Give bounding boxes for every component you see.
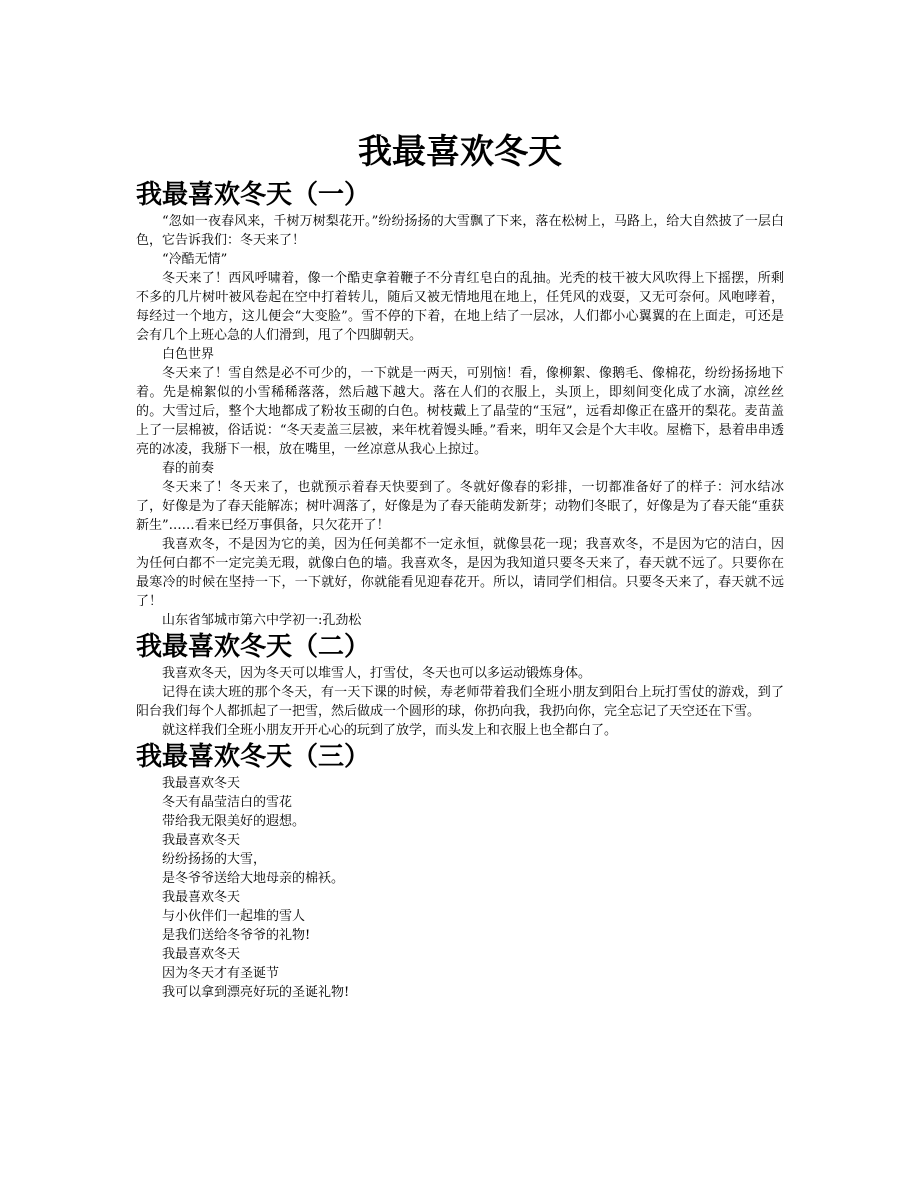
document-page: [136, 128, 784, 1002]
section-2-heading: 我最喜欢冬天（二）: [136, 632, 371, 662]
paragraph: 我喜欢冬天，因为冬天可以堆雪人，打雪仗，冬天也可以多运动锻炼身体。: [162, 666, 592, 681]
subheading: 白色世界: [162, 347, 215, 362]
poem-line: 因为冬天才有圣诞节: [162, 966, 280, 981]
paragraph: “忽如一夜春风来，千树万树梨花开。”纷纷扬扬的大雪飘了下来，落在松树上，马路上，给大自然披了一层白色，它告诉我们：冬天来了！: [136, 214, 784, 248]
paragraph: 我喜欢冬，不是因为它的美，因为任何美都不一定永恒，就像昙花一现；我喜欢冬，不是因为它的洁白，因为任何白都不一定完美无瑕，就像白色的墙。我喜欢冬，是因为我知道只要冬天来了，春天就不远了。只要你在最寒冷的时候在坚持一下，一下就好，你就能看见迎春花开。所以，请同学们相信。只要冬天来了，春天就不远了！: [136, 537, 784, 609]
subheading: “冷酷无情”: [162, 252, 228, 267]
section-1-heading: 我最喜欢冬天（一）: [136, 180, 371, 210]
poem-line: 我可以拿到漂亮好玩的圣诞礼物!: [162, 985, 350, 1000]
poem-line: 纷纷扬扬的大雪，: [162, 852, 267, 867]
paragraph: 就这样我们全班小朋友开开心心的玩到了放学，而头发上和衣服上也全都白了。: [162, 723, 618, 738]
poem-line: 冬天有晶莹洁白的雪花: [162, 795, 293, 810]
poem-line: 是我们送给冬爷爷的礼物!: [162, 928, 311, 943]
subheading: 春的前奏: [162, 461, 215, 476]
page-title: 我最喜欢冬天: [358, 132, 562, 172]
poem-line: 我最喜欢冬天: [162, 776, 241, 791]
poem-line: 是冬爷爷送给大地母亲的棉袄。: [162, 871, 345, 886]
paragraph: 冬天来了！冬天来了，也就预示着春天快要到了。冬就好像春的彩排，一切都准备好了的样子：河水结冰了，好像是为了春天能解冻；树叶凋落了，好像是为了春天能萌发新芽；动物们冬眠了，好像是为了春天能“重获新生”……看来已经万事俱备，只欠花开了！: [136, 480, 784, 533]
section-3-heading: 我最喜欢冬天（三）: [136, 742, 371, 772]
poem-line: 与小伙伴们一起堆的雪人: [162, 909, 306, 924]
poem-line: 我最喜欢冬天: [162, 947, 241, 962]
author-line: 山东省邹城市第六中学初一:孔劲松: [162, 613, 362, 628]
poem-line: 我最喜欢冬天: [162, 890, 241, 905]
paragraph: 冬天来了！西风呼啸着，像一个酷吏拿着鞭子不分青红皂白的乱抽。光秃的枝干被大风吹得上下摇摆，所剩不多的几片树叶被风卷起在空中打着转儿，随后又被无情地甩在地上，任凭风的戏耍，又无可奈何。风咆哮着，每经过一个地方，这儿便会“大变脸”。雪不停的下着，在地上结了一层冰，人们都小心翼翼的在上面走，可还是会有几个上班心急的人们滑到，甩了个四脚朝天。: [136, 271, 784, 343]
paragraph: 冬天来了！雪自然是必不可少的，一下就是一两天，可别恼！看，像柳絮、像鹅毛、像棉花，纷纷扬扬地下着。先是棉絮似的小雪稀稀落落，然后越下越大。落在人们的衣服上，头顶上，即刻间变化成了水滴，凉丝丝的。大雪过后，整个大地都成了粉妆玉砌的白色。树枝戴上了晶莹的“玉冠”，远看却像正在盛开的梨花。麦苗盖上了一层棉被，俗话说：“冬天麦盖三层被，来年枕着馒头睡。”看来，明年又会是个大丰收。屋檐下，悬着串串透亮的冰凌，我掰下一根，放在嘴里，一丝凉意从我心上掠过。: [136, 366, 784, 457]
paragraph: 记得在读大班的那个冬天，有一天下课的时候，寿老师带着我们全班小朋友到阳台上玩打雪仗的游戏，到了阳台我们每个人都抓起了一把雪，然后做成一个圆形的球，你扔向我，我扔向你，完全忘记了天空还在下雪。: [136, 685, 784, 719]
poem-line: 带给我无限美好的遐想。: [162, 814, 306, 829]
poem-line: 我最喜欢冬天: [162, 833, 241, 848]
